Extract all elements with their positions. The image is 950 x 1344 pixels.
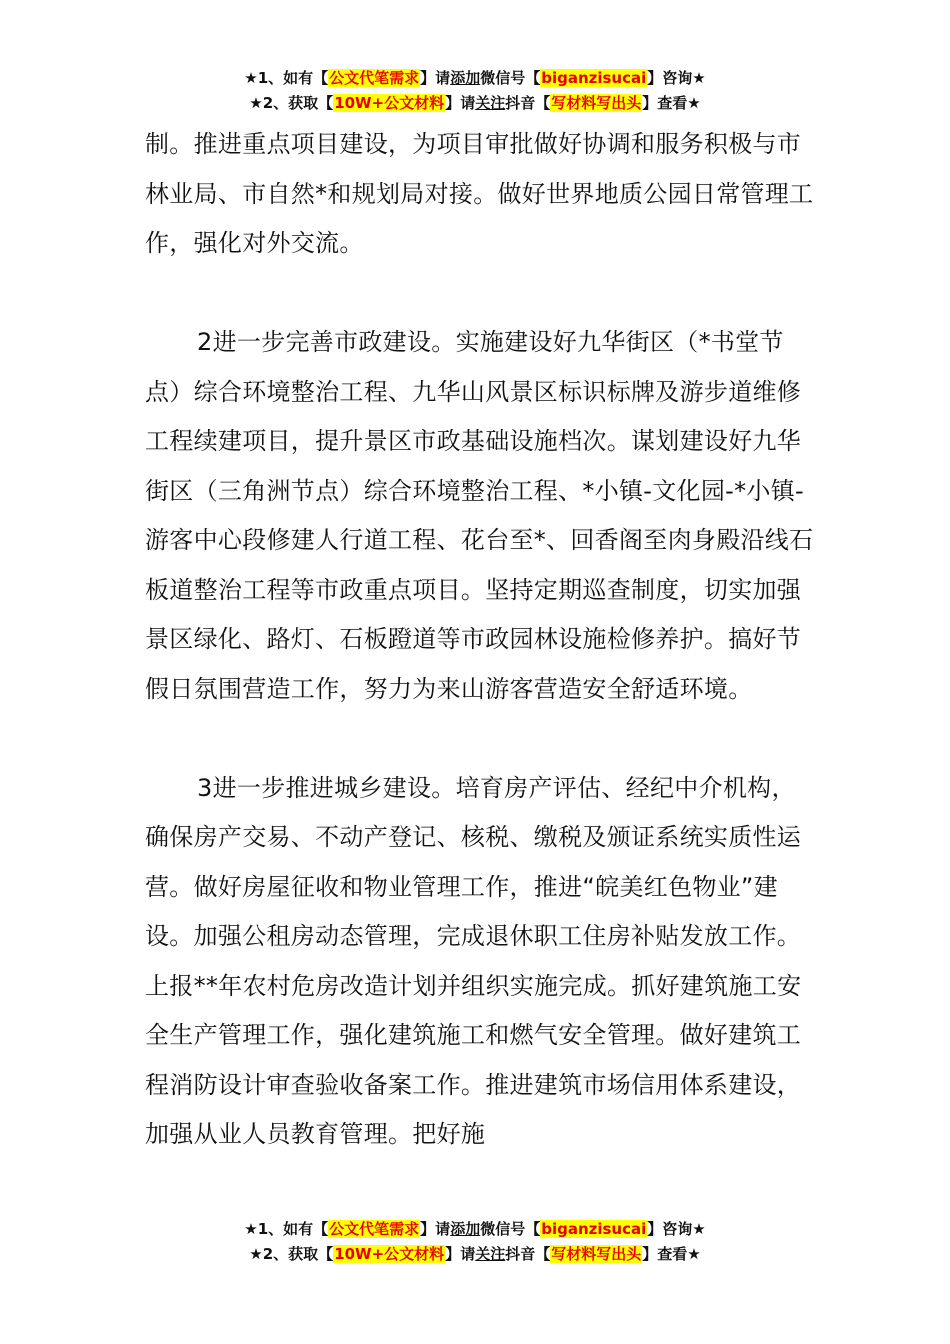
paragraph-urban-rural: 3进一步推进城乡建设。培育房产评估、经纪中介机构，确保房产交易、不动产登记、核税、缴税及颁证系统实质性运营。做好房屋征收和物业管理工作，推进“皖美红色物业”建设。加强公租房动态管理，完成退休职工住房补贴发放工作。上报**年农村危房改造计划并组织实施完成。抓好建筑施工安全生产管理工作，强化建筑施工和燃气安全管理。做好建筑工程消防设计审查验收备案工作。推进建筑市场信用体系建设，加强从业人员教育管理。把好施 <box>145 773 802 1148</box>
paragraph-gap <box>145 714 815 764</box>
underline-follow: 关注 <box>475 94 506 112</box>
banner-text: 】查看★ <box>642 1245 701 1263</box>
banner-text: 抖音【 <box>505 94 551 112</box>
banner-text: 】咨询★ <box>647 1220 706 1238</box>
highlight-ghostwriting: 公文代笔需求 <box>329 69 420 87</box>
banner-text: ★2、获取【 <box>249 1245 334 1263</box>
banner-line-2 <box>0 1242 950 1267</box>
banner-text: ★1、如有【 <box>244 1220 329 1238</box>
highlight-wechat-id: biganzisucai <box>541 1220 647 1238</box>
banner-text: ★1、如有【 <box>244 69 329 87</box>
banner-text: 】请 <box>420 1220 451 1238</box>
banner-line-1 <box>0 1217 950 1242</box>
banner-text: 微信号【 <box>480 1220 541 1238</box>
header-banner <box>0 66 950 116</box>
banner-text: ★2、获取【 <box>249 94 334 112</box>
highlight-douyin-account: 写材料写出头 <box>551 94 642 112</box>
highlight-materials: 10W+公文材料 <box>334 94 445 112</box>
banner-line-2 <box>0 91 950 116</box>
banner-text: 】咨询★ <box>647 69 706 87</box>
banner-text: 微信号【 <box>480 69 541 87</box>
document-body <box>145 120 815 1160</box>
underline-follow: 关注 <box>475 1245 506 1263</box>
highlight-wechat-id: biganzisucai <box>541 69 647 87</box>
underline-add: 添加 <box>450 69 481 87</box>
highlight-douyin-account: 写材料写出头 <box>551 1245 642 1263</box>
banner-text: 抖音【 <box>505 1245 551 1263</box>
paragraph-continuation: 制。推进重点项目建设，为项目审批做好协调和服务积极与市林业局、市自然*和规划局对接。做好世界地质公园日常管理工作，强化对外交流。 <box>145 130 814 257</box>
banner-text: 】查看★ <box>642 94 701 112</box>
highlight-materials: 10W+公文材料 <box>334 1245 445 1263</box>
paragraph-gap <box>145 269 815 319</box>
highlight-ghostwriting: 公文代笔需求 <box>329 1220 420 1238</box>
banner-text: 】请 <box>445 94 476 112</box>
banner-text: 】请 <box>445 1245 476 1263</box>
banner-text: 】请 <box>420 69 451 87</box>
underline-add: 添加 <box>450 1220 481 1238</box>
banner-line-1 <box>0 66 950 91</box>
footer-banner <box>0 1217 950 1267</box>
paragraph-municipal: 2进一步完善市政建设。实施建设好九华街区（*书堂节点）综合环境整治工程、九华山风景区标识标牌及游步道维修工程续建项目，提升景区市政基础设施档次。谋划建设好九华街区（三角洲节点）综合环境整治工程、*小镇-文化园-*小镇-游客中心段修建人行道工程、花台至*、回香阁至肉身殿沿线石板道整治工程等市政重点项目。坚持定期巡查制度，切实加强景区绿化、路灯、石板蹬道等市政园林设施检修养护。搞好节假日氛围营造工作，努力为来山游客营造安全舒适环境。 <box>145 328 814 703</box>
